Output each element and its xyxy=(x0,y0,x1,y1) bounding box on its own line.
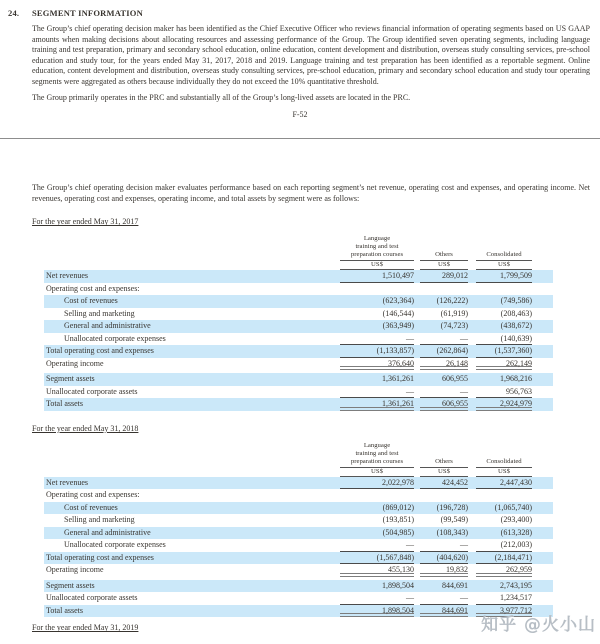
section-heading xyxy=(0,0,600,18)
column-header xyxy=(476,251,532,270)
table-column-headers xyxy=(44,235,553,270)
row-label: Unallocated corporate expenses xyxy=(64,540,166,550)
row-value: 1,898,504 xyxy=(340,605,414,618)
column-header xyxy=(476,458,532,477)
row-value: 2,924,979 xyxy=(476,398,532,411)
row-value: 2,743,195 xyxy=(500,580,532,590)
row-value: — xyxy=(420,333,468,346)
column-header-label: Language training and test preparation courses xyxy=(340,235,414,261)
table-row xyxy=(44,477,553,490)
row-value: (140,639) xyxy=(476,333,532,346)
row-value: 455,130 xyxy=(340,564,414,577)
section-number: 24. xyxy=(8,8,20,18)
row-value: 3,977,712 xyxy=(476,605,532,618)
row-label: Unallocated corporate assets xyxy=(46,386,138,396)
row-label: Total operating cost and expenses xyxy=(46,552,154,562)
row-value: (613,328) xyxy=(500,527,532,537)
row-label: Net revenues xyxy=(46,271,88,281)
page-divider xyxy=(0,138,600,139)
watermark: 知乎 @火小山 xyxy=(481,615,596,635)
table-row xyxy=(44,358,553,371)
row-value: 844,691 xyxy=(442,580,468,590)
row-value: — xyxy=(340,333,414,346)
column-currency-label: US$ xyxy=(476,261,532,270)
row-value: (74,723) xyxy=(440,321,468,331)
table-row xyxy=(44,398,553,411)
table-row xyxy=(44,270,553,283)
row-value: (404,620) xyxy=(420,552,468,565)
row-value: 26,148 xyxy=(420,358,468,371)
table-row xyxy=(44,283,553,296)
table-row xyxy=(44,502,553,515)
column-header xyxy=(420,251,468,270)
row-value: — xyxy=(420,592,468,605)
row-value: — xyxy=(340,592,414,605)
row-value: 2,447,430 xyxy=(476,477,532,490)
row-value: (363,949) xyxy=(382,321,414,331)
row-label: Selling and marketing xyxy=(64,515,135,525)
row-label: General and administrative xyxy=(64,321,151,331)
row-value: (108,343) xyxy=(436,527,468,537)
column-currency-label: US$ xyxy=(340,468,414,477)
row-label: Segment assets xyxy=(46,374,95,384)
row-value: 1,799,509 xyxy=(476,270,532,283)
row-label: Operating cost and expenses: xyxy=(46,490,140,500)
row-value: (208,463) xyxy=(500,308,532,318)
row-label: Total assets xyxy=(46,399,83,409)
column-currency-label: US$ xyxy=(340,261,414,270)
row-label: Total assets xyxy=(46,605,83,615)
table-row xyxy=(44,345,553,358)
row-value: (1,065,740) xyxy=(494,502,532,512)
row-value: (293,400) xyxy=(500,515,532,525)
row-value: 956,763 xyxy=(476,386,532,399)
row-value: 1,510,497 xyxy=(340,270,414,283)
row-value: (438,672) xyxy=(500,321,532,331)
column-header-label: Consolidated xyxy=(476,251,532,261)
row-value: 376,640 xyxy=(340,358,414,371)
row-value xyxy=(476,283,532,296)
table-row xyxy=(44,333,553,346)
page-number: F-52 xyxy=(292,110,308,120)
row-value xyxy=(340,489,414,502)
row-value xyxy=(420,489,468,502)
row-value: 1,361,261 xyxy=(340,398,414,411)
row-value: (504,985) xyxy=(382,527,414,537)
row-value: (749,586) xyxy=(500,296,532,306)
row-label: Operating income xyxy=(46,358,104,368)
row-label: Net revenues xyxy=(46,477,88,487)
row-value: (193,851) xyxy=(382,515,414,525)
row-value: — xyxy=(420,539,468,552)
row-value: 1,968,216 xyxy=(500,374,532,384)
table-row xyxy=(44,592,553,605)
column-currency-label: US$ xyxy=(420,261,468,270)
column-header-label: Others xyxy=(420,251,468,261)
row-value: (99,549) xyxy=(440,515,468,525)
paragraph-segment-evaluation: The Group’s chief operating decision maker evaluates performance based on each reporting segment’s net revenue, operating cost and expenses, and operating income. Net revenues, operating cost and expenses, operating income, and total assets by segment were as follows: xyxy=(32,183,590,203)
row-value: (61,919) xyxy=(440,308,468,318)
row-value: — xyxy=(340,386,414,399)
row-value: — xyxy=(340,539,414,552)
section-title: SEGMENT INFORMATION xyxy=(32,8,143,18)
row-value: 1,361,261 xyxy=(382,374,414,384)
row-label: Operating income xyxy=(46,565,104,575)
paragraph-prc-operations: The Group primarily operates in the PRC and substantially all of the Group’s long-lived assets are located in the PRC. xyxy=(32,92,411,102)
row-value xyxy=(420,283,468,296)
row-value: (212,003) xyxy=(476,539,532,552)
table-row xyxy=(44,552,553,565)
row-value: (1,537,360) xyxy=(476,345,532,358)
row-value: (146,544) xyxy=(382,308,414,318)
row-value: 262,959 xyxy=(476,564,532,577)
row-value: 1,898,504 xyxy=(382,580,414,590)
row-value: 844,691 xyxy=(420,605,468,618)
period-heading-2017: For the year ended May 31, 2017 xyxy=(32,217,139,227)
row-label: Unallocated corporate assets xyxy=(46,593,138,603)
row-label: Unallocated corporate expenses xyxy=(64,333,166,343)
row-value: 2,022,978 xyxy=(340,477,414,490)
column-currency-label: US$ xyxy=(476,468,532,477)
row-value: (869,012) xyxy=(382,502,414,512)
row-value: (1,133,857) xyxy=(340,345,414,358)
row-value: 606,955 xyxy=(420,398,468,411)
table-row xyxy=(44,564,553,577)
column-header xyxy=(420,458,468,477)
row-label: Cost of revenues xyxy=(64,296,118,306)
row-value: 424,452 xyxy=(420,477,468,490)
table-row xyxy=(44,605,553,618)
row-label: Selling and marketing xyxy=(64,308,135,318)
row-value: 262,149 xyxy=(476,358,532,371)
row-value: — xyxy=(420,386,468,399)
paragraph-segments-overview: The Group’s chief operating decision maker has been identified as the Chief Executive Officer who reviews financial information of operating segments based on US GAAP amounts when making decisions about allocating resources and assessing performance of the Group. The Group identified seven operating segments, including language training and test preparation, primary and secondary school education, online education, content development and distribution, overseas study consulting services, pre-school education and study tour, for the years ended May 31, 2017, 2018 and 2019. Language training and test preparation has been identified as a reportable segment. Online education, content development and distribution, overseas study consulting services, pre-school education, primary and secondary school education and study tour operating segments were aggregated as others because individually they do not exceed the 10% quantitative threshold. xyxy=(32,24,590,86)
table-row xyxy=(44,539,553,552)
segment-table-2018 xyxy=(44,442,553,618)
column-header-label: Consolidated xyxy=(476,458,532,468)
row-label: Cost of revenues xyxy=(64,502,118,512)
segment-table-2017 xyxy=(44,235,553,411)
table-row xyxy=(44,320,553,333)
row-value: (623,364) xyxy=(382,296,414,306)
row-value: (196,728) xyxy=(436,502,468,512)
row-value: 19,832 xyxy=(420,564,468,577)
column-header-label: Language training and test preparation courses xyxy=(340,442,414,468)
row-value: (126,222) xyxy=(436,296,468,306)
row-value: 1,234,517 xyxy=(476,592,532,605)
row-label: Total operating cost and expenses xyxy=(46,346,154,356)
table-row xyxy=(44,295,553,308)
row-value: (262,864) xyxy=(420,345,468,358)
table-row xyxy=(44,527,553,540)
table-row xyxy=(44,373,553,386)
table-column-headers xyxy=(44,442,553,477)
row-label: Segment assets xyxy=(46,580,95,590)
row-label: Operating cost and expenses: xyxy=(46,283,140,293)
table-row xyxy=(44,308,553,321)
period-heading-2019: For the year ended May 31, 2019 xyxy=(32,623,139,633)
column-header-label: Others xyxy=(420,458,468,468)
row-value: (1,567,848) xyxy=(340,552,414,565)
table-row xyxy=(44,580,553,593)
table-row xyxy=(44,514,553,527)
table-row xyxy=(44,386,553,399)
row-value: 289,012 xyxy=(420,270,468,283)
row-value: (2,184,471) xyxy=(476,552,532,565)
row-value: 606,955 xyxy=(442,374,468,384)
row-label: General and administrative xyxy=(64,527,151,537)
row-value xyxy=(476,489,532,502)
column-header xyxy=(340,442,414,477)
period-heading-2018: For the year ended May 31, 2018 xyxy=(32,423,139,433)
column-header xyxy=(340,235,414,270)
row-value xyxy=(340,283,414,296)
table-row xyxy=(44,489,553,502)
column-currency-label: US$ xyxy=(420,468,468,477)
